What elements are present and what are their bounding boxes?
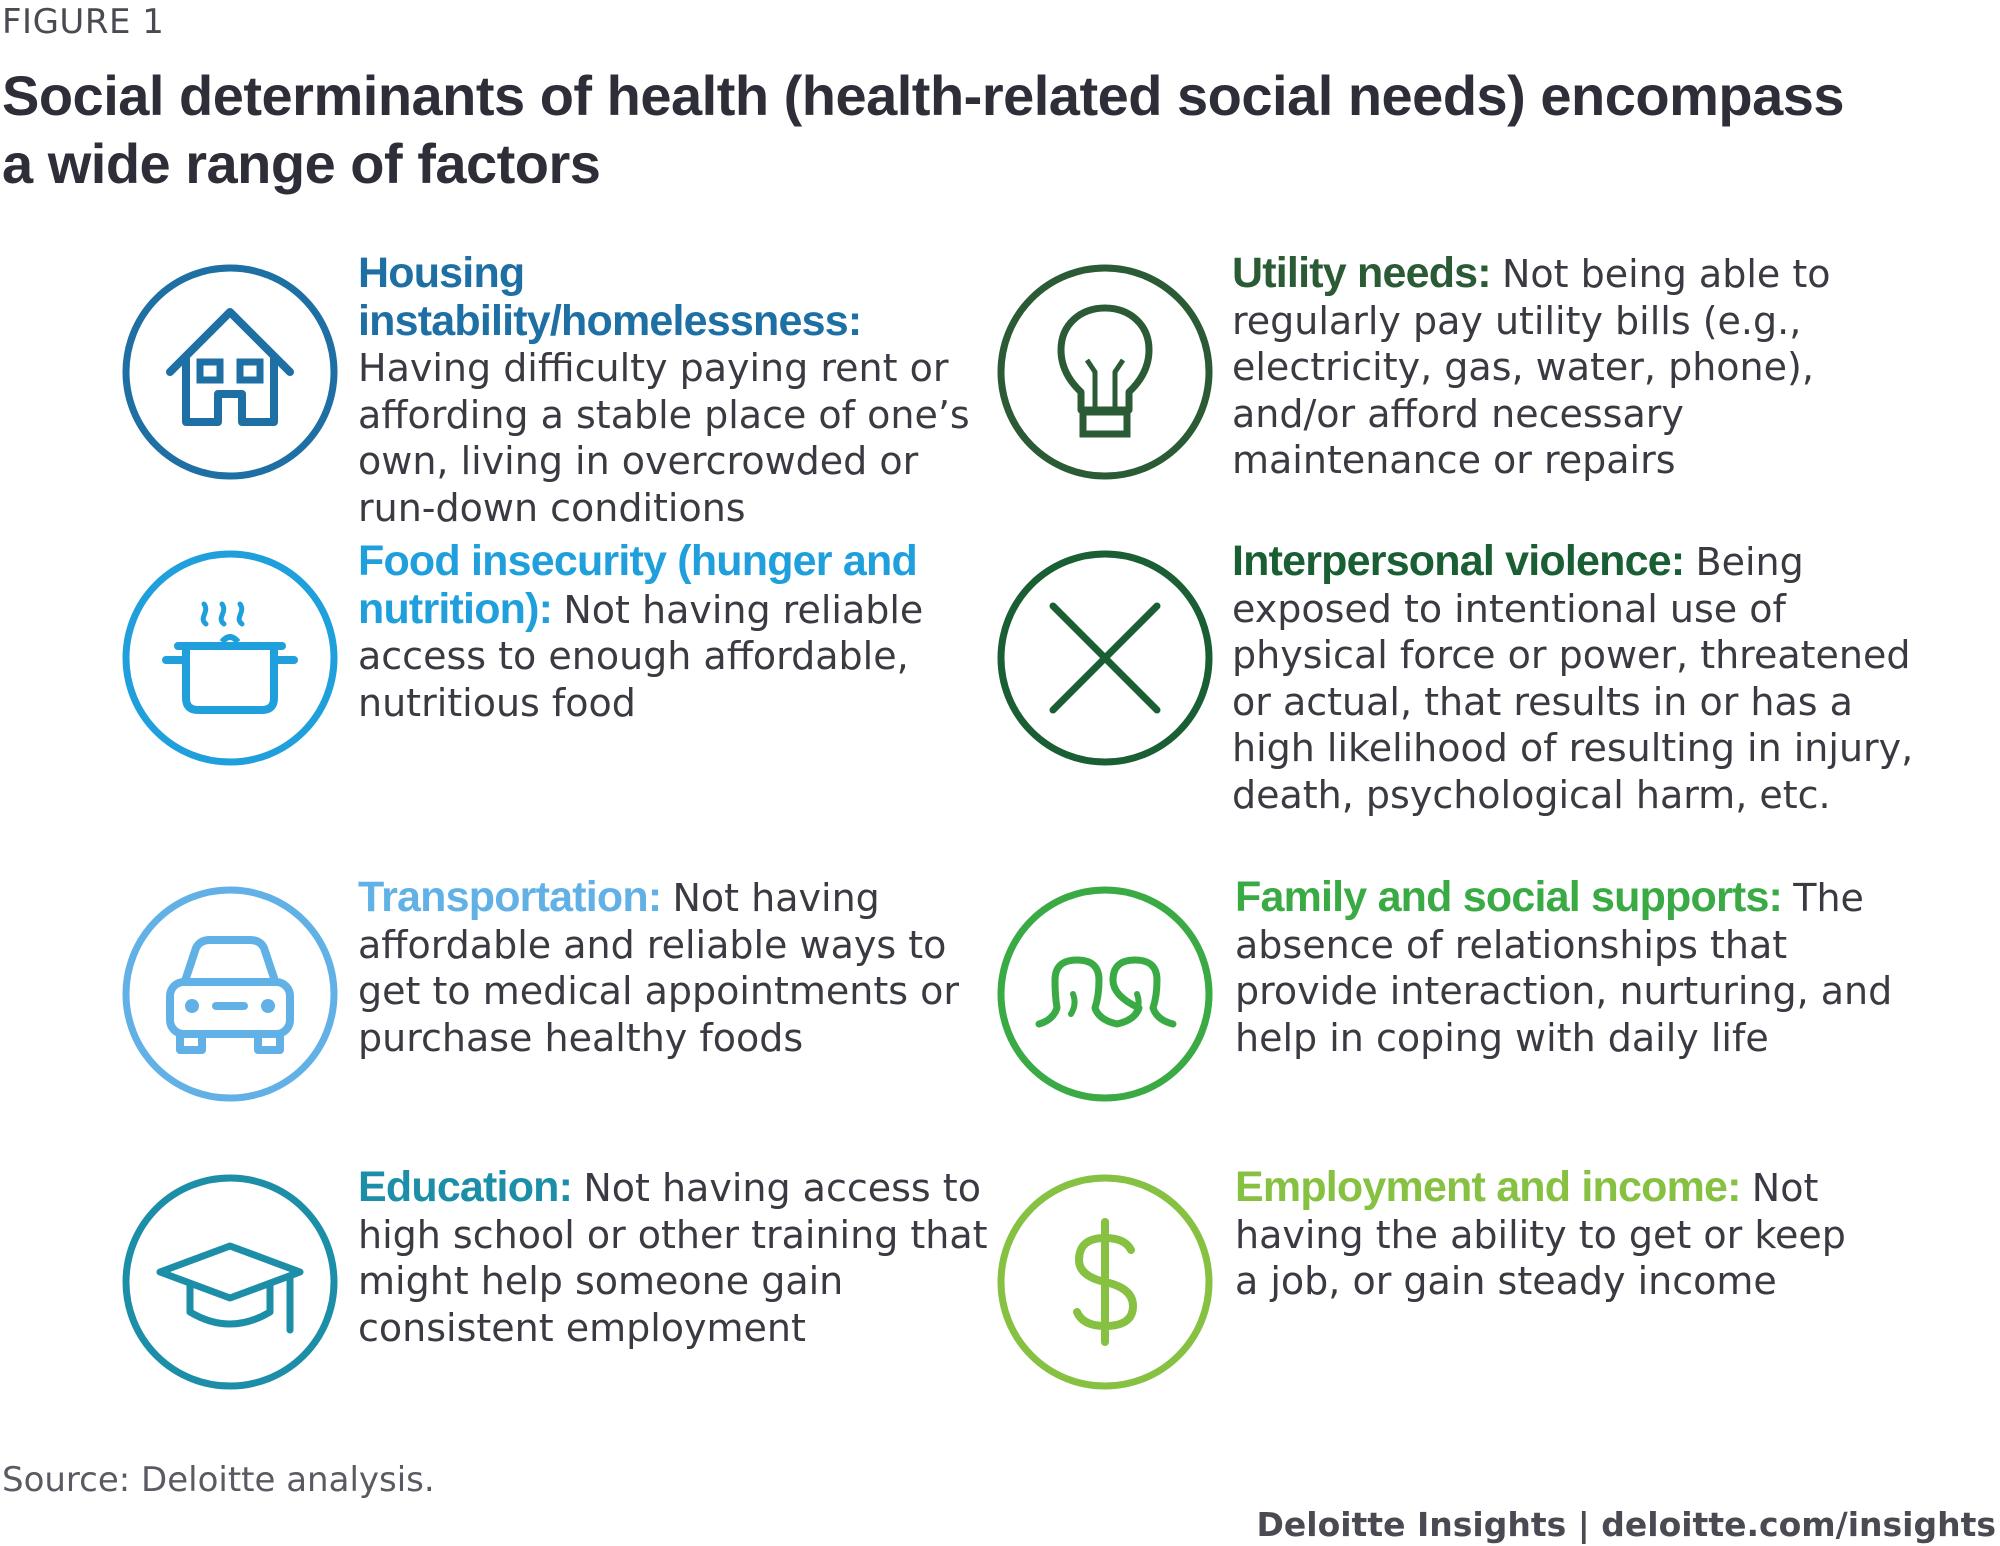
item-text <box>1232 538 1922 818</box>
figure-label: FIGURE 1 <box>2 2 165 42</box>
people-icon <box>995 884 1215 1104</box>
item-text <box>358 874 998 1061</box>
car-icon <box>120 884 340 1104</box>
item-text <box>358 538 938 726</box>
page-title: Social determinants of health (health-related social needs) encompass a wide range of factors <box>2 64 1845 195</box>
item-description: Having difficulty paying rent or affording a stable place of one’s own, living in overcrowded or run-down conditions <box>358 346 970 530</box>
item-heading: Interpersonal violence: <box>1232 537 1696 585</box>
cooking-pot-icon <box>120 548 340 768</box>
item-text <box>358 1164 998 1351</box>
item-heading: Food insecurity (hunger and nutrition): <box>358 537 917 633</box>
item-text <box>1232 250 1932 484</box>
x-icon <box>995 548 1215 768</box>
item-text <box>1235 874 1915 1061</box>
item-description: Not having reliable access to enough affordable, nutritious food <box>358 587 924 725</box>
source-note: Source: Deloitte analysis. <box>2 1460 435 1500</box>
item-description: Not being able to regularly pay utility bills (e.g., electricity, gas, water, phone), and/or afford necessary maintenance or repairs <box>1232 252 1831 482</box>
item-description: The absence of relationships that provide interaction, nurturing, and help in coping with daily life <box>1235 876 1893 1060</box>
item-heading: Housing instability/homelessness: <box>358 249 862 345</box>
dollar-icon <box>995 1172 1215 1392</box>
item-text <box>1235 1164 1875 1305</box>
item-heading: Education: <box>358 1163 584 1211</box>
item-heading: Employment and income: <box>1235 1163 1752 1211</box>
item-description: Not having access to high school or other training that might help someone gain consistent employment <box>358 1166 988 1350</box>
item-description: Not having the ability to get or keep a job, or gain steady income <box>1235 1166 1846 1303</box>
graduation-cap-icon <box>120 1172 340 1392</box>
house-icon <box>120 262 340 482</box>
item-text <box>358 250 998 531</box>
item-description: Not having affordable and reliable ways to get to medical appointments or purchase healthy foods <box>358 876 960 1060</box>
lightbulb-icon <box>995 262 1215 482</box>
item-heading: Transportation: <box>358 873 673 921</box>
item-heading: Family and social supports: <box>1235 873 1794 921</box>
brand-footer: Deloitte Insights | deloitte.com/insights <box>1256 1505 1996 1544</box>
item-description: Being exposed to intentional use of physical force or power, threatened or actual, that results in or has a high likelihood of resulting in injury, death, psychological harm, etc. <box>1232 540 1914 817</box>
item-heading: Utility needs: <box>1232 249 1502 297</box>
